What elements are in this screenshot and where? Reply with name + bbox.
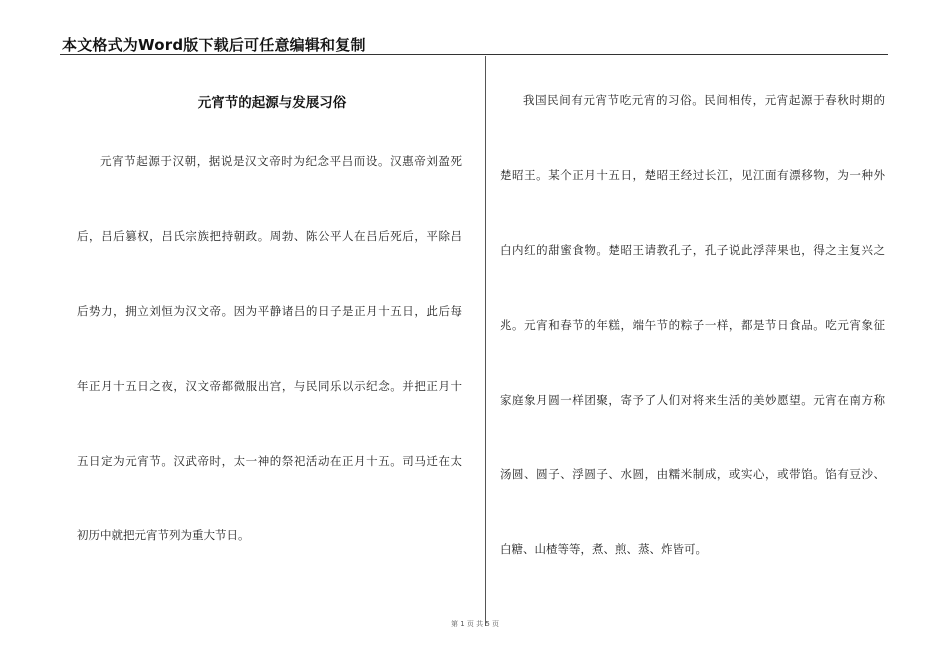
paragraph-line: 五日定为元宵节。汉武帝时，太一神的祭祀活动在正月十五。司马迁在太 xyxy=(77,454,462,468)
paragraph-line: 后势力，拥立刘恒为汉文帝。因为平静诸吕的日子是正月十五日，此后每 xyxy=(77,304,462,318)
paragraph-line: 年正月十五日之夜，汉文帝都微服出宫，与民同乐以示纪念。并把正月十 xyxy=(77,379,462,393)
paragraph-line: 白糖、山楂等等，煮、煎、蒸、炸皆可。 xyxy=(500,542,707,556)
header-divider xyxy=(60,54,888,55)
paragraph-line: 白内红的甜蜜食物。楚昭王请教孔子，孔子说此浮萍果也，得之主复兴之 xyxy=(500,243,885,257)
page-number: 第 1 页 共 5 页 xyxy=(450,620,500,628)
document-header-banner: 本文格式为Word版下载后可任意编辑和复制 xyxy=(62,36,366,54)
column-divider xyxy=(485,56,486,626)
paragraph-line: 兆。元宵和春节的年糕，端午节的粽子一样，都是节日食品。吃元宵象征 xyxy=(500,318,885,332)
paragraph-line: 我国民间有元宵节吃元宵的习俗。民间相传，元宵起源于春秋时期的 xyxy=(523,93,885,107)
paragraph-line: 楚昭王。某个正月十五日，楚昭王经过长江，见江面有漂移物，为一种外 xyxy=(500,168,885,182)
paragraph-line: 元宵节起源于汉朝，据说是汉文帝时为纪念平吕而设。汉惠帝刘盈死 xyxy=(100,154,462,168)
paragraph-line: 汤圆、圆子、浮圆子、水圆，由糯米制成，或实心，或带馅。馅有豆沙、 xyxy=(500,467,885,481)
paragraph-line: 初历中就把元宵节列为重大节日。 xyxy=(77,528,250,542)
paragraph-line: 家庭象月圆一样团聚，寄予了人们对将来生活的美妙愿望。元宵在南方称 xyxy=(500,393,885,407)
paragraph-line: 后，吕后篡权，吕氏宗族把持朝政。周勃、陈公平人在吕后死后，平除吕 xyxy=(77,229,462,243)
article-title: 元宵节的起源与发展习俗 xyxy=(197,95,347,111)
